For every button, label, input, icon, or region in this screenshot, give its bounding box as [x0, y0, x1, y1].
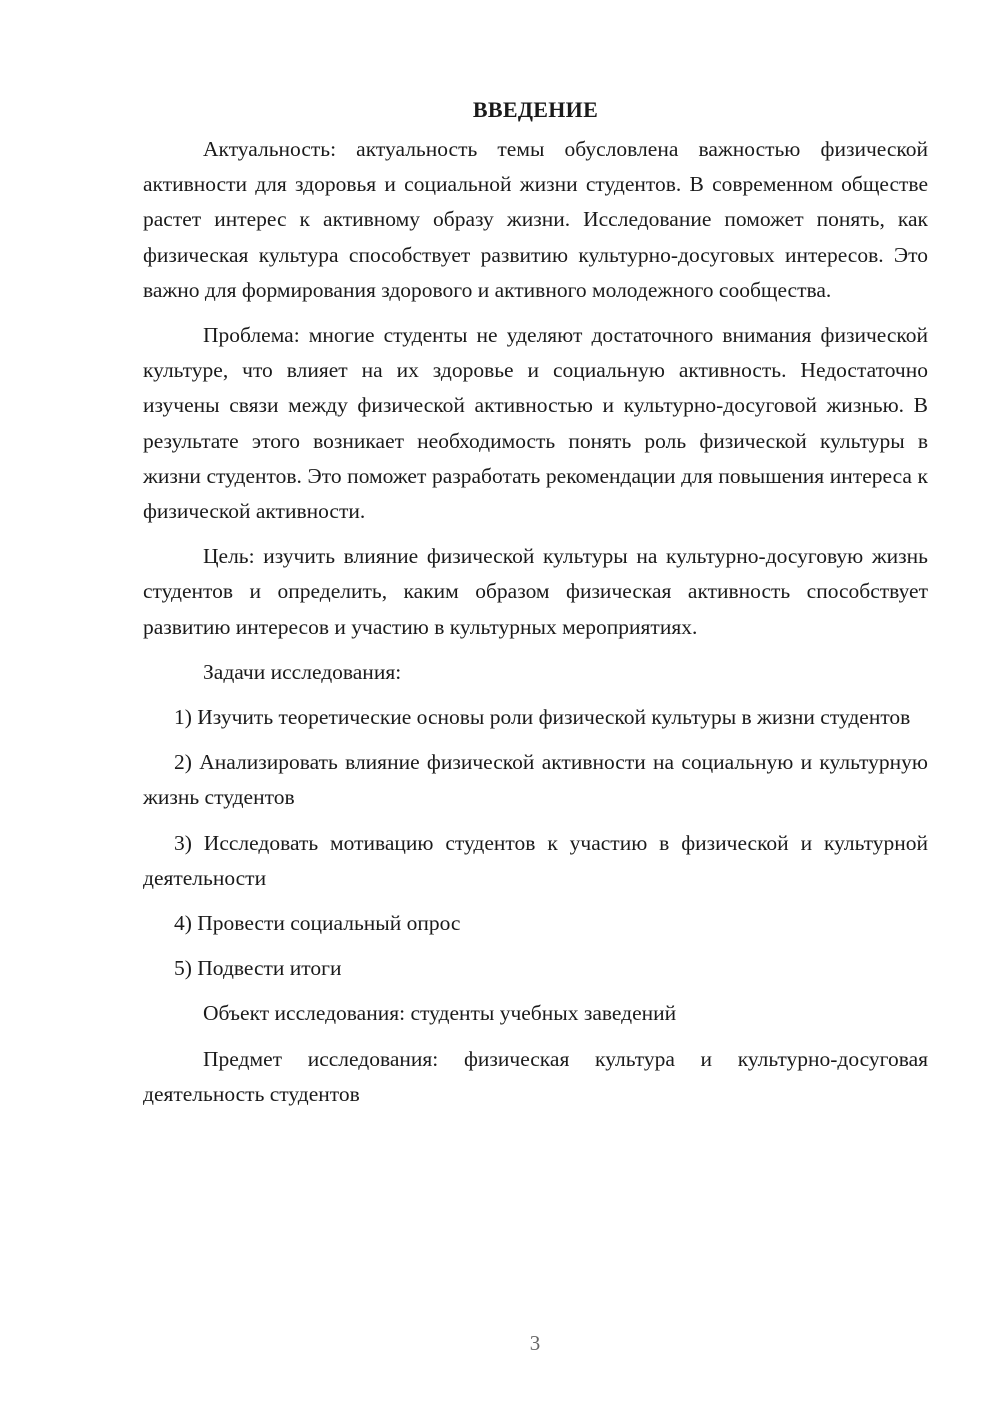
goal-paragraph: Цель: изучить влияние физической культуры на культурно-досуговую жизнь студентов и определить, каким образом физическая активность способствует развитию интересов и участию в культурных мероприятиях. [143, 544, 928, 639]
research-subject: Предмет исследования: физическая культура и культурно-досуговая деятельность студентов [143, 1046, 928, 1106]
relevance-paragraph: Актуальность: актуальность темы обусловлена важностью физической активности для здоровья и социальной жизни студентов. В современном обществе растет интерес к активному образу жизни. Исследование поможет понять, как физическая культура способствует развитию культурно-досуговых интересов. Это важно для формирования здорового и активного молодежного сообщества. [143, 137, 928, 302]
tasks-heading: Задачи исследования: [203, 659, 402, 684]
task-item-1: 1) Изучить теоретические основы роли физической культуры в жизни студентов [174, 705, 911, 730]
document-page [143, 92, 928, 1122]
task-item-2: 2) Анализировать влияние физической активности на социальную и культурную жизнь студентов [143, 750, 928, 810]
task-item-5: 5) Подвести итоги [174, 956, 342, 981]
page-number: 3 [529, 1331, 541, 1355]
task-item-3: 3) Исследовать мотивацию студентов к участию в физической и культурной деятельности [143, 830, 928, 890]
research-object: Объект исследования: студенты учебных заведений [203, 1001, 677, 1026]
task-item-4: 4) Провести социальный опрос [174, 911, 461, 936]
problem-paragraph: Проблема: многие студенты не уделяют достаточного внимания физической культуре, что влияет на их здоровье и социальную активность. Недостаточно изучены связи между физической активностью и культурно-досуговой жизнью. В результате этого возникает необходимость понять роль физической культуры в жизни студентов. Это поможет разработать рекомендации для повышения интереса к физической активности. [143, 323, 928, 524]
page-title: ВВЕДЕНИЕ [472, 97, 599, 122]
